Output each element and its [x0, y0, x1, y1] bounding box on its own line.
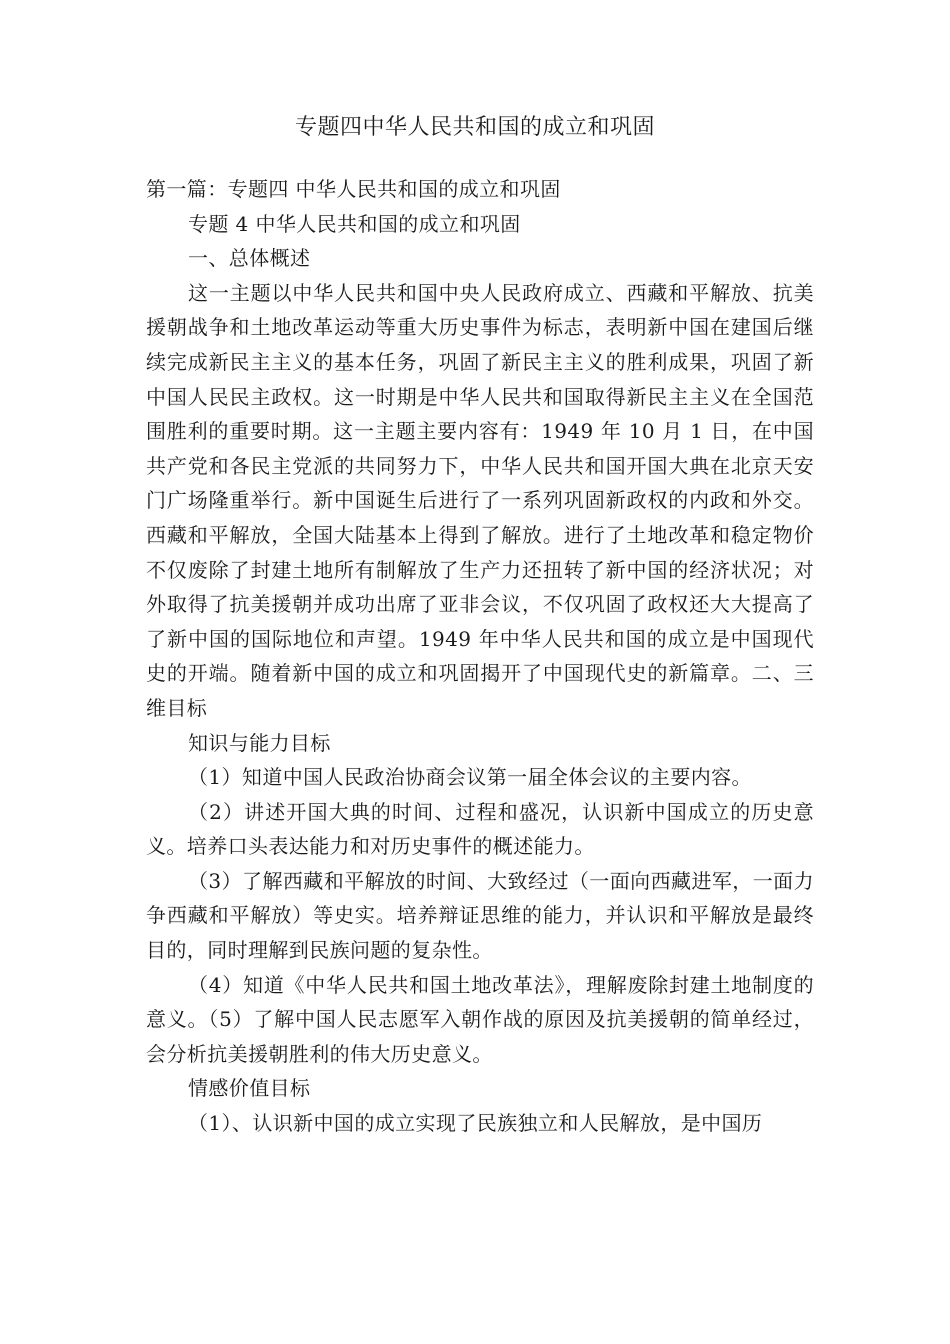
list-item-goal-2: （2）讲述开国大典的时间、过程和盛况，认识新中国成立的历史意义。培养口头表达能力和对历史事件的概述能力。	[146, 799, 814, 859]
section-heading-overview: 一、总体概述	[188, 246, 311, 271]
document-title: 专题四中华人民共和国的成立和巩固	[294, 115, 655, 140]
document-body	[146, 172, 814, 1141]
list-item-emotion-goal-1: （1）、认识新中国的成立实现了民族独立和人民解放，是中国历	[188, 1111, 763, 1136]
list-item-goal-4-5: （4）知道《中华人民共和国土地改革法》，理解废除封建土地制度的意义。（5）了解中国人民志愿军入朝作战的原因及抗美援朝的简单经过，会分析抗美援朝胜利的伟大历史意义。	[146, 972, 814, 1066]
list-item-goal-1: （1）知道中国人民政治协商会议第一届全体会议的主要内容。	[188, 765, 752, 790]
subheading-emotion-values: 情感价值目标	[188, 1076, 311, 1101]
paragraph-topic-title: 专题 4 中华人民共和国的成立和巩固	[188, 211, 521, 236]
subheading-knowledge-ability: 知识与能力目标	[188, 730, 331, 755]
list-item-goal-3: （3）了解西藏和平解放的时间、大致经过（一面向西藏进军，一面力争西藏和平解放）等史实。培养辩证思维的能力，并认识和平解放是最终目的，同时理解到民族问题的复杂性。	[146, 868, 814, 963]
paragraph-overview: 这一主题以中华人民共和国中央人民政府成立、西藏和平解放、抗美援朝战争和土地改革运动等重大历史事件为标志，表明新中国在建国后继续完成新民主主义的基本任务，巩固了新民主主义的胜利成果，巩固了新中国人民民主政权。这一时期是中华人民共和国取得新民主主义在全国范围胜利的重要时期。这一主题主要内容有：1949 年 10 月 1 日，在中国共产党和各民主党派的共同努力下，中华人民共和国开国大典在北京天安门广场隆重举行。新中国诞生后进行了一系列巩固新政权的内政和外交。西藏和平解放，全国大陆基本上得到了解放。进行了土地改革和稳定物价不仅废除了封建土地所有制解放了生产力还扭转了新中国的经济状况；对外取得了抗美援朝并成功出席了亚非会议，不仅巩固了政权还大大提高了了新中国的国际地位和声望。1949 年中华人民共和国的成立是中国现代史的开端。随着新中国的成立和巩固揭开了中国现代史的新篇章。二、三维目标	[146, 280, 814, 720]
paragraph-heading-first-part: 第一篇：专题四 中华人民共和国的成立和巩固	[146, 177, 561, 201]
